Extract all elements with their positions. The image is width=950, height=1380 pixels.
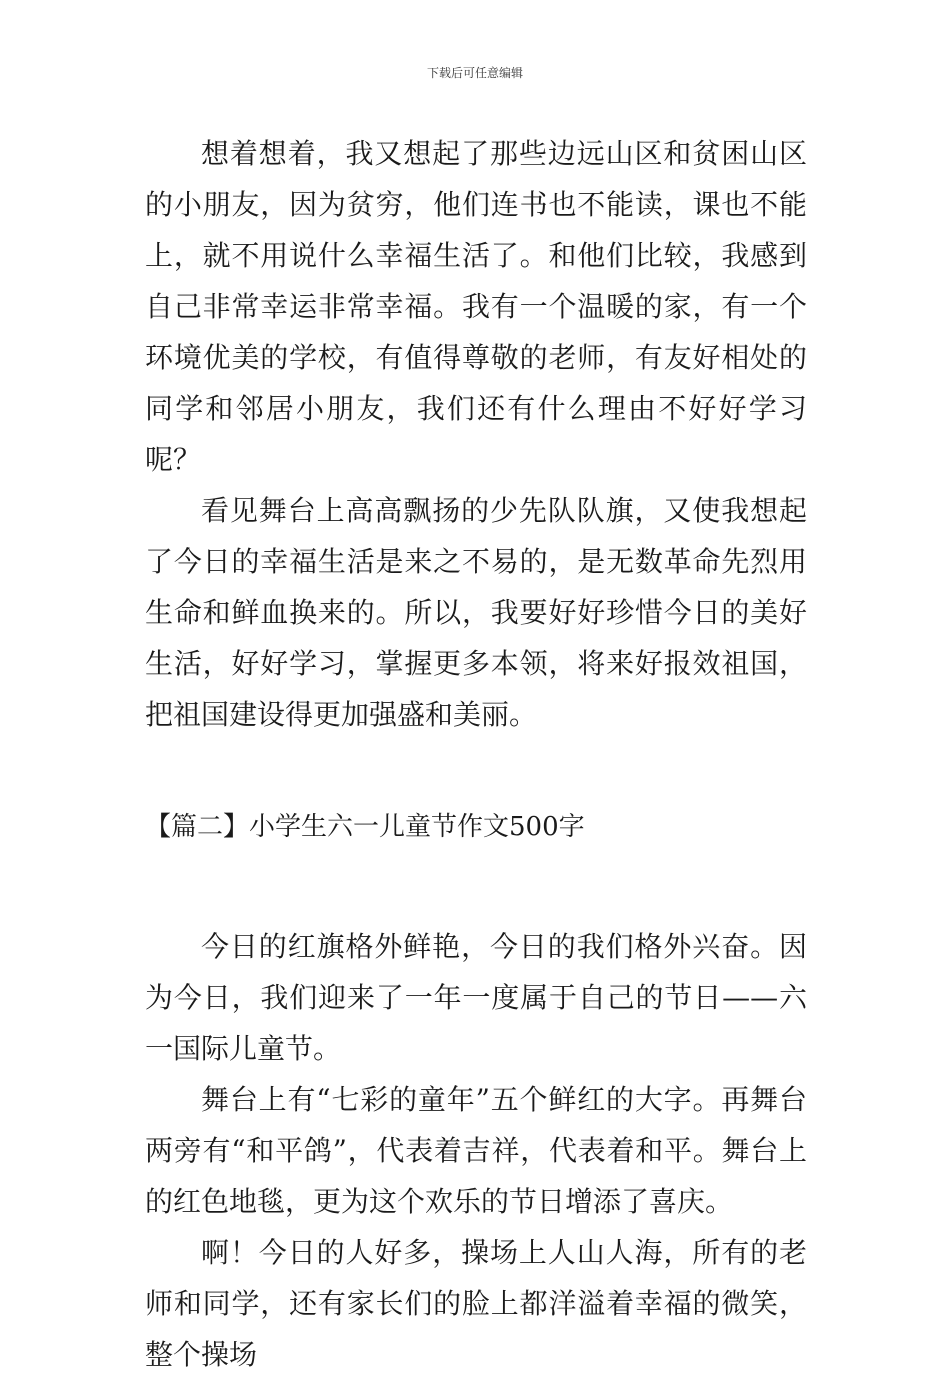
paragraph-1: 想着想着，我又想起了那些边远山区和贫困山区的小朋友，因为贫穷，他们连书也不能读，课也不能上，就不用说什么幸福生活了。和他们比较，我感到自己非常幸运非常幸福。我有一个温暖的家，有一个环境优美的学校，有值得尊敬的老师，有友好相处的同学和邻居小朋友，我们还有什么理由不好好学习呢？ [145, 137, 807, 476]
paragraph-5: 啊！今日的人好多，操场上人山人海，所有的老师和同学，还有家长们的脸上都洋溢着幸福的微笑，整个操场 [145, 1236, 807, 1371]
paragraph-3: 今日的红旗格外鲜艳，今日的我们格外兴奋。因为今日，我们迎来了一年一度属于自己的节日——六一国际儿童节。 [145, 930, 807, 1065]
paragraph-4: 舞台上有“七彩的童年”五个鲜红的大字。再舞台两旁有“和平鸽”，代表着吉祥，代表着和平。舞台上的红色地毯，更为这个欢乐的节日增添了喜庆。 [145, 1083, 807, 1218]
document-body [145, 128, 807, 1380]
paragraph-2: 看见舞台上高高飘扬的少先队队旗，又使我想起了今日的幸福生活是来之不易的，是无数革命先烈用生命和鲜血换来的。所以，我要好好珍惜今日的美好生活，好好学习，掌握更多本领，将来好报效祖国，把祖国建设得更加强盛和美丽。 [145, 494, 807, 731]
page-header: 下载后可任意编辑 [426, 66, 523, 80]
section-title: 【篇二】小学生六一儿童节作文500字 [145, 812, 585, 842]
section-body [145, 921, 807, 1380]
